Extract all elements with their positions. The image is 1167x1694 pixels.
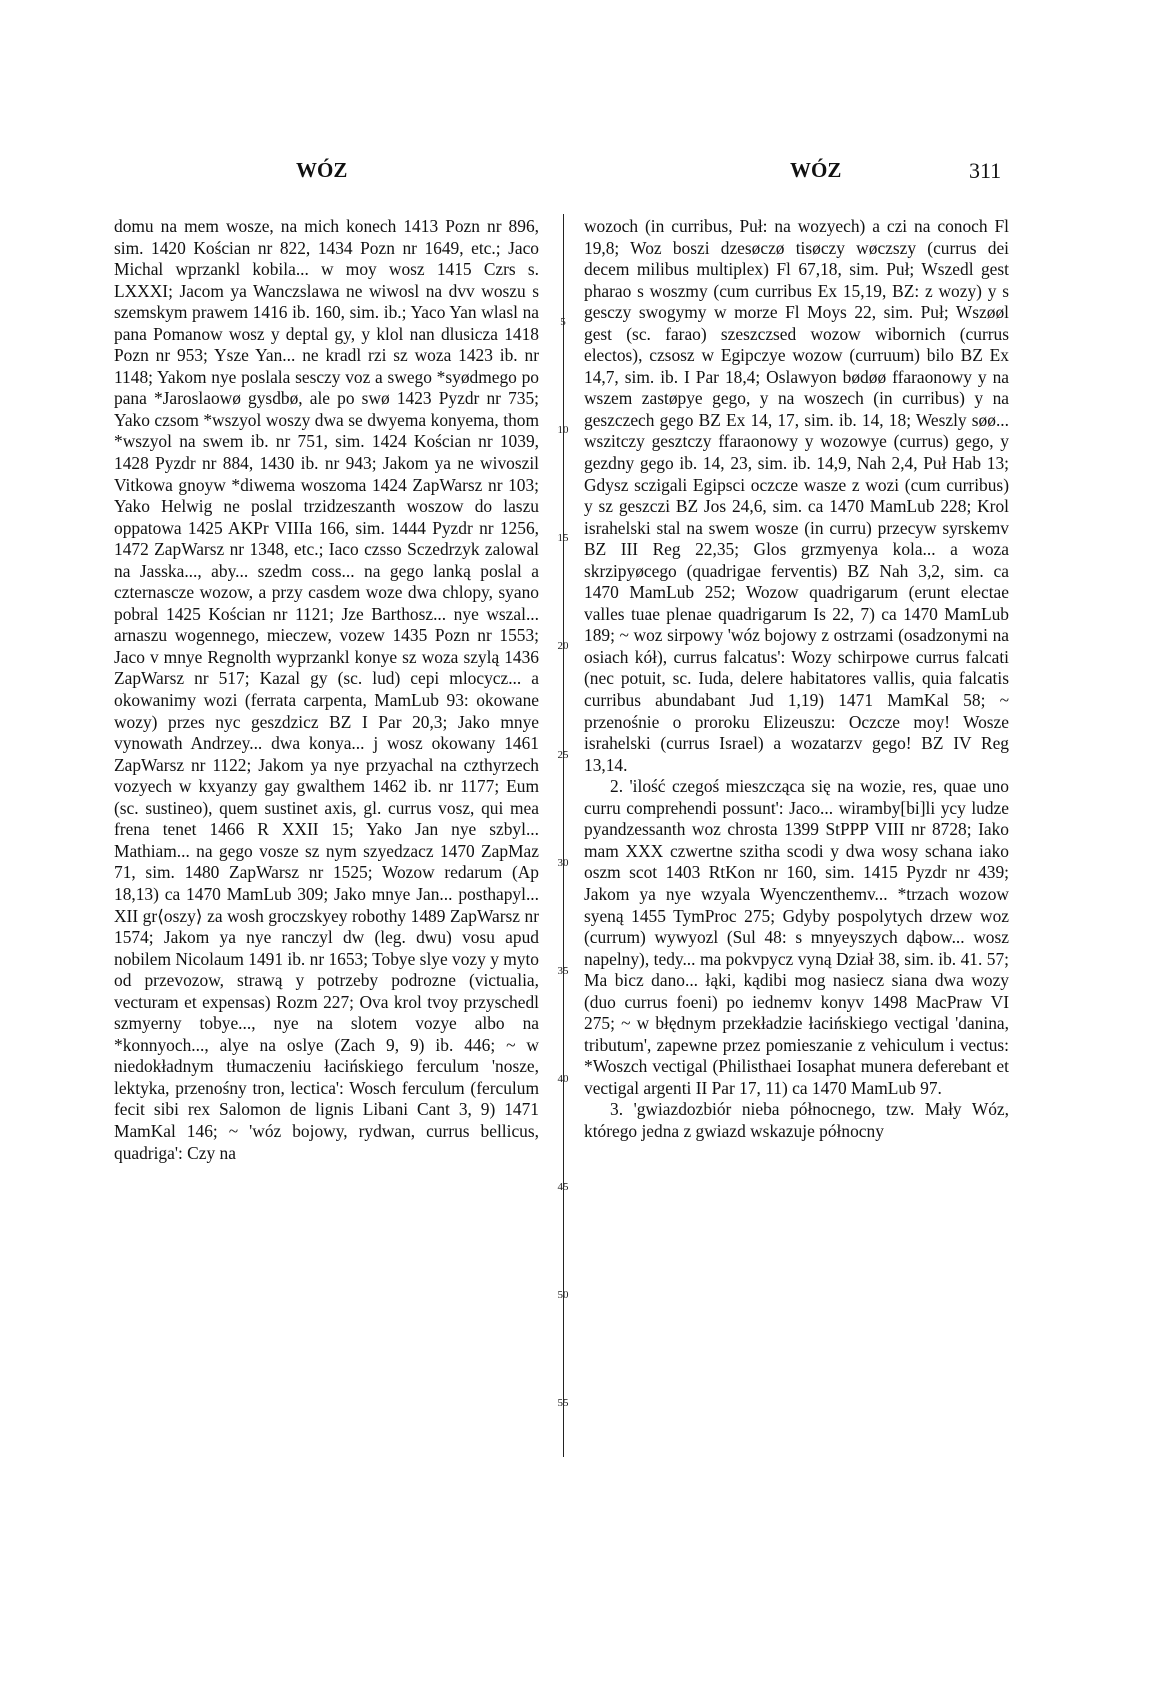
right-headword: WÓZ xyxy=(790,158,842,182)
left-headword: WÓZ xyxy=(296,158,348,182)
line-number: 50 xyxy=(557,1289,569,1301)
running-header xyxy=(0,158,1167,190)
line-number: 40 xyxy=(557,1073,569,1085)
line-number: 45 xyxy=(557,1181,569,1193)
column-divider xyxy=(563,214,564,1457)
line-number: 10 xyxy=(557,424,569,436)
left-column xyxy=(114,216,539,1164)
right-column xyxy=(584,216,1009,1143)
line-number: 15 xyxy=(557,532,569,544)
sense-2-paragraph: 2. 'ilość czegoś mieszcząca się na wozie, res, quae uno curru comprehendi possunt': Jaco... wiramby[bi]li ycy ludze pyandzessanth woz chrosta 1399 StPPP VIII nr 8728; Iako mam XXX czwertne szitha scodi y dwa wosy schana iako oszm scot 1403 RtKon nr 160, sim. 1415 Pyzdr nr 439; Jakom ya nye wzyala Wyenczenthemv... *trzach wozow syeną 1455 TymProc 275; Gdyby pospolytych drzew woz (currum) wywyozl (Sul 48: s mnyeyszych dąbow... wosz napelny), tedy... ma pokvpycz vyną Dział 38, sim. ib. 41. 57; Ma bicz dano... łąki, kądibi mog nasiecz siana dwa wozy (duo currus foeni) po iednemv konyv 1498 MacPraw VI 275; ~ w błędnym przekładzie łacińskiego vectigal 'danina, tributum', zapewne przez pomieszanie z vehiculum i vectus: *Woszch vectigal (Philisthaei Iosaphat munera deferebant et vectigal argenti II Par 17, 11) ca 1470 MamLub 97. xyxy=(584,776,1009,1098)
left-column-text: domu na mem wosze, na mich konech 1413 Pozn nr 896, sim. 1420 Kościan nr 822, 1434 Pozn nr 1649, etc.; Jaco Michal wprzankl kobila... w moy wosz 1415 Czrs s. LXXXI; Jacom ya Wanczslawa ne wiwosl na dvv woszu s szemskym prawem 1416 ib. 160, sim. ib.; Yaco Yan wlasl na pana Pomanow wosz y deptal gy, y klol nan dlusicza 1418 Pozn nr 953; Ysze Yan... ne kradl rzi sz woza 1423 ib. nr 1148; Yakom nye poslala sesczy voz a swego *syødmego po pana *Jaroslaowø gysdbø, ale po swø 1423 Pyzdr nr 735; Yako czsom *wszyol woszy dwa se dwyema konyema, thom *wszyol na swem ib. nr 751, sim. 1424 Kościan nr 1039, 1428 Pyzdr nr 884, 1430 ib. nr 943; Jakom ya ne wivoszil Vitkowa gnoyw *diwema woszoma 1424 ZapWarsz nr 103; Yako Helwig ne poslal trzidzeszanth woszow do laszu oppatowa 1425 AKPr VIIIa 166, sim. 1444 Pyzdr nr 1256, 1472 ZapWarsz nr 1348, etc.; Iaco czsso Sczedrzyk zalowal na Jasska..., aby... szedm coss... na gego lanką poslal a czternascze wozow, a przy casdem woze dwa chlopy, syano pobral 1425 Kościan nr 1121; Jze Barthosz... nye wszal... arnaszu wogennego, mieczew, vozew 1435 Pozn nr 1553; Jaco v mnye Regnolth wyprzankl konye sz woza szylą 1436 ZapWarsz nr 517; Kazal gy (sc. lud) cepi mlocycz... a okowanimy wozi (ferrata carpenta, MamLub 93: okowane wozy) przes nyc geszdzicz BZ I Par 20,3; Jako mnye vynowath Andrzey... dwa konya... j wosz okowany 1461 ZapWarsz nr 1122; Jakom ya nye przyachal na czthyrzech vozyech w kxyanzy gay gwalthem 1462 ib. nr 1177; Eum (sc. sustineo), quem sustinet axis, gl. currus vosz, qui mea frena tenet 1466 R XXII 15; Yako Jan nye szbyl... Mathiam... na gego vosze sz nym szyedzacz 1470 ZapMaz 71, sim. 1480 ZapWarsz nr 1525; Wozow redarum (Ap 18,13) ca 1470 MamLub 309; Jako mnye Jan... posthapyl... XII gr⟨oszy⟩ za wosh groczskyey robothy 1489 ZapWarsz nr 1574; Jakom ya nye ranczyl dw (leg. dwu) vosu apud nobilem Nicolaum 1491 ib. nr 1653; Tobye slye vozy y myto od przevozow, strawą y potrzeby podrozne (victualia, vecturam et expensas) Rozm 227; Ova krol tvoy przyschedl szmyerny tobye..., nye na slotem vozye albo na *konnyoch..., alye na oslye (Zach 9, 9) ib. 446; ~ w niedokładnym tłumaczeniu łacińskiego ferculum 'nosze, lektyka, przenośny tron, lectica': Wosch ferculum (ferculum fecit sibi rex Salomon de lignis Libani Cant 3, 9) 1471 MamKal 146; ~ 'wóz bojowy, rydwan, currus bellicus, quadriga': Czy na xyxy=(114,216,539,1163)
line-number: 35 xyxy=(557,965,569,977)
right-column-text: wozoch (in curribus, Puł: na wozyech) a czi na conoch Fl 19,8; Woz boszi dzesøczø tisøczy wøczszy (currus dei decem milibus multiplex) Fl 67,18, sim. Puł; Wszedl gest pharao s woszmy (cum curribus Ex 15,19, BZ: z wozy) y s gesczy swogymy w morze Fl Moys 22, sim. Puł; Wszøøl gest (sc. farao) szeszczsed wozow wibornich (currus electos), czsosz w Egipczye wozow (curruum) bilo BZ Ex 14,7, sim. ib. I Par 18,4; Oslawyon bødøø ffaraonowy y na wszem zastøpye gego, y na woszech (in curribus) y na geszczech gego BZ Ex 14, 17, sim. ib. 14, 18; Weszly søø... wszitczy gesztczy ffaraonowy y wozowye (currus) gego, y gezdny gego ib. 14, 23, sim. ib. 14,9, Nah 2,4, Puł Hab 13; Gdysz sczigali Egipsci oczcze wasze z wozi (cum curribus) y sz geszczi BZ Jos 24,6, sim. ca 1470 MamLub 228; Krol israhelski stal na swem wosze (in curru) przecyw syrskemv BZ III Reg 22,35; Glos grzmyenya kola... a woza skrzipyøcego (quadrigae ferventis) BZ Nah 3,2, sim. ca 1470 MamLub 252; Wozow quadrigarum (erunt electae valles tuae plenae quadrigarum Is 22, 7) ca 1470 MamLub 189; ~ woz sirpowy 'wóz bojowy z ostrzami (osadzonymi na osiach kół), currus falcatus': Wozy schirpowe currus falcati (nec potuit, sc. Iuda, delere habitatores vallis, quia falcatis curribus abundabant Jud 1,19) 1471 MamKal 58; ~ przenośnie o proroku Elizeuszu: Oczcze moy! Wosze israhelski (currus Israel) a wozatarzv gego! BZ IV Reg 13,14. xyxy=(584,216,1009,775)
line-number: 25 xyxy=(557,749,569,761)
line-number: 5 xyxy=(560,316,566,328)
line-number: 55 xyxy=(557,1397,569,1409)
line-number: 20 xyxy=(557,640,569,652)
line-number: 30 xyxy=(557,857,569,869)
sense-3-paragraph: 3. 'gwiazdozbiór nieba północnego, tzw. Mały Wóz, którego jedna z gwiazd wskazuje północny xyxy=(584,1099,1009,1141)
page-number: 311 xyxy=(969,158,1002,183)
